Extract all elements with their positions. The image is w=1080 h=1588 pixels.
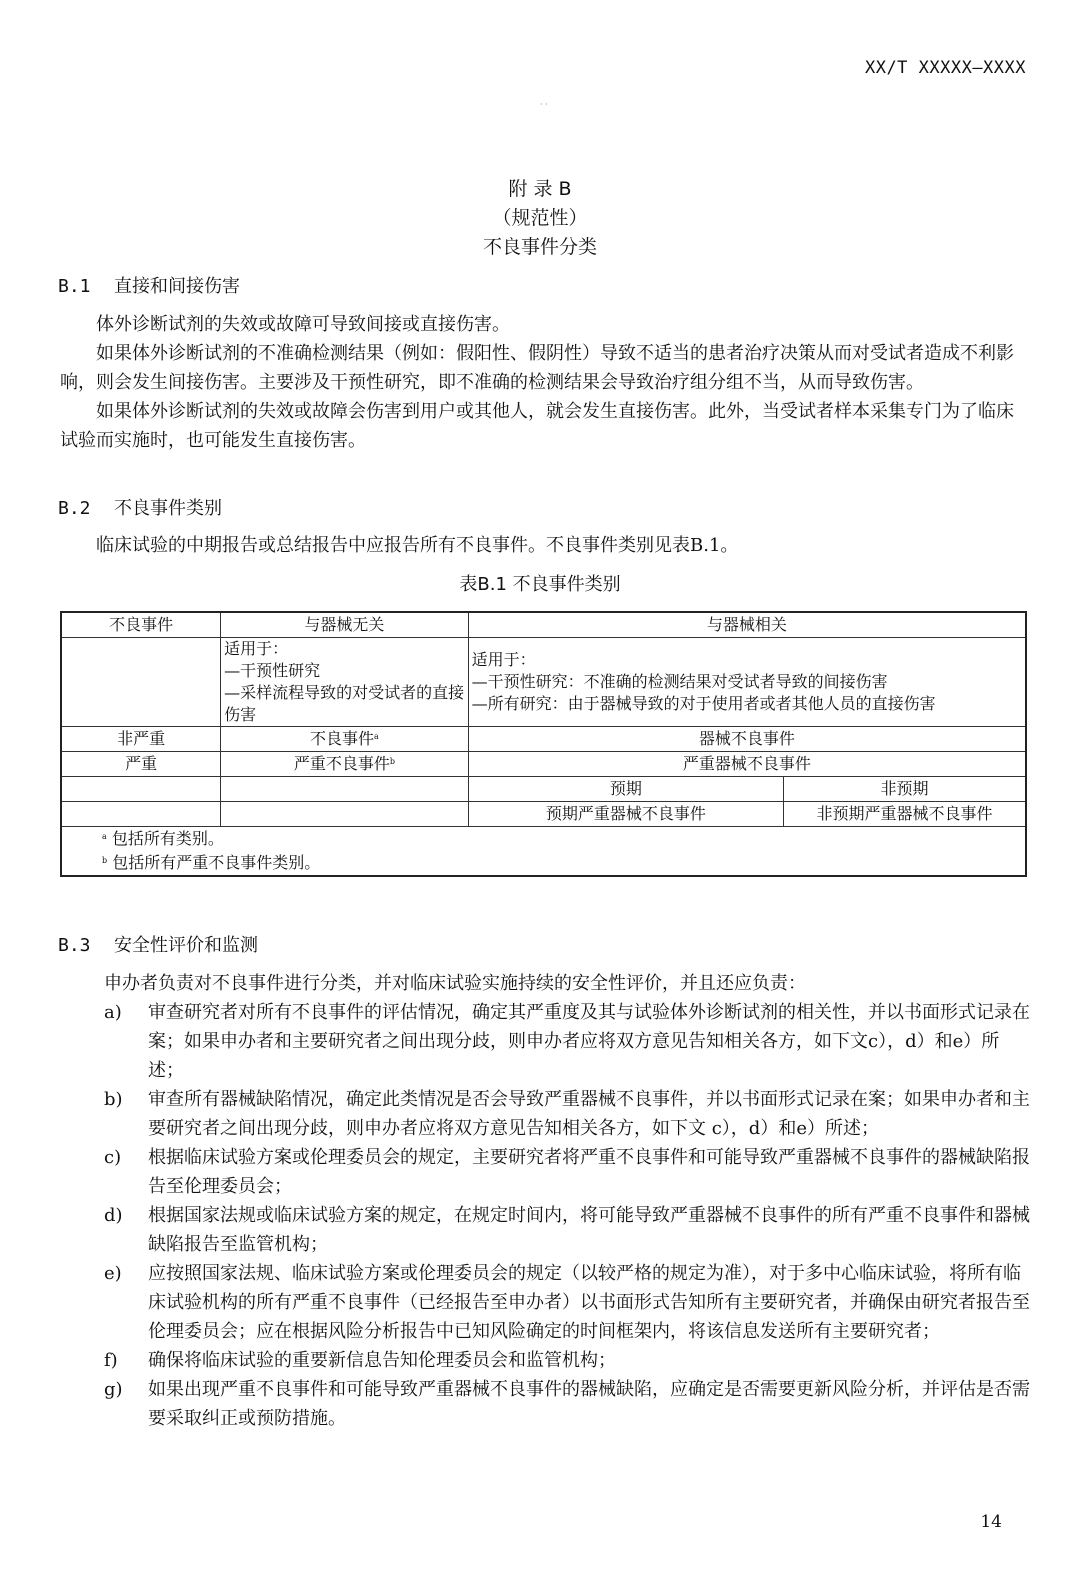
applies-line: —干预性研究：不准确的检测结果对受试者导致的间接伤害 (471, 672, 888, 691)
list-item (104, 1085, 1030, 1143)
empty-cell (221, 777, 469, 802)
empty-cell (221, 802, 469, 827)
table-notes (61, 827, 1026, 877)
footnote-mark: a (374, 732, 379, 741)
header-device-unrelated: 与器械无关 (221, 612, 469, 638)
list-marker: c) (104, 1147, 122, 1168)
list-text: 审查所有器械缺陷情况，确定此类情况是否会导致严重器械不良事件，并以书面形式记录在案；如果申办者和主要研究者之间出现分歧，则申办者应将双方意见告知相关各方，如下文 c），d）和e）所述； (148, 1089, 1030, 1139)
list-text: 应按照国家法规、临床试验方案或伦理委员会的规定（以较严格的规定为准），对于多中心临床试验，将所有临床试验机构的所有严重不良事件（已经报告至申办者）以书面形式告知所有主要研究者，并确保由研究者报告至伦理委员会；应在根据风险分析报告中已知风险确定的时间框架内，将该信息发送所有主要研究者； (148, 1263, 1030, 1342)
section-b2-heading (58, 494, 222, 520)
section-number: B.3 (58, 935, 91, 956)
empty-cell (61, 777, 221, 802)
unexpected-cell: 非预期 (783, 777, 1026, 802)
list-item (104, 1201, 1030, 1259)
note-text: 包括所有类别。 (111, 829, 224, 848)
paragraph: 临床试验的中期报告或总结报告中应报告所有不良事件。不良事件类别见表B.1。 (96, 535, 739, 556)
list-item (104, 1259, 1030, 1346)
paragraph: 如果体外诊断试剂的失效或故障会伤害到用户或其他人，就会发生直接伤害。此外，当受试者样本采集专门为了临床试验而实施时，也可能发生直接伤害。 (60, 401, 1014, 451)
cell-text: 严重不良事件 (293, 754, 390, 773)
header-device-related: 与器械相关 (468, 612, 1026, 638)
applies-line: —干预性研究 (224, 661, 321, 680)
table-row-expectedness (61, 777, 1026, 802)
note-text: 包括所有严重不良事件类别。 (112, 853, 321, 872)
annex-name: 不良事件分类 (482, 236, 597, 258)
section-number: B.2 (58, 498, 91, 519)
list-marker: b) (104, 1089, 123, 1110)
list-text: 根据临床试验方案或伦理委员会的规定，主要研究者将严重不良事件和可能导致严重器械不良事件的器械缺陷报告至伦理委员会； (148, 1147, 1030, 1197)
list-text: 审查研究者对所有不良事件的评估情况，确定其严重度及其与试验体外诊断试剂的相关性，并以书面形式记录在案；如果申办者和主要研究者之间出现分歧，则申办者应将双方意见告知相关各方，如下文c），d）和e）所述； (148, 1002, 1030, 1081)
header-adverse-event: 不良事件 (61, 612, 221, 638)
applies-line: 适用于： (471, 650, 536, 669)
section-b2-body (60, 531, 1028, 560)
footnote-mark: a (102, 832, 107, 841)
list-text: 如果出现严重不良事件和可能导致严重器械不良事件的器械缺陷，应确定是否需要更新风险分析，并评估是否需要采取纠正或预防措施。 (148, 1379, 1030, 1429)
annex-title: 附 录 B (508, 178, 572, 200)
section-b3-list (104, 969, 1030, 1433)
row-label: 严重 (61, 752, 221, 777)
list-item (104, 998, 1030, 1085)
table-row-nonserious (61, 727, 1026, 752)
list-item (104, 1143, 1030, 1201)
section-b1-heading (58, 272, 240, 298)
list-marker: a) (104, 1002, 122, 1023)
serious-related-cell: 严重器械不良事件 (468, 752, 1026, 777)
list-text: 确保将临床试验的重要新信息告知伦理委员会和监管机构； (148, 1350, 616, 1371)
unexpected-serious-device-cell: 非预期严重器械不良事件 (783, 802, 1026, 827)
table-row-serious (61, 752, 1026, 777)
applies-related-cell (468, 638, 1026, 727)
table-notes-row (61, 827, 1026, 877)
section-b1-body (60, 310, 1028, 455)
footnote-mark: b (102, 856, 108, 865)
nonserious-unrelated-cell (221, 727, 469, 752)
section-number: B.1 (58, 276, 91, 297)
table-row-applicability (61, 638, 1026, 727)
annex-nature: （规范性） (492, 207, 588, 229)
list-text: 根据国家法规或临床试验方案的规定，在规定时间内，将可能导致严重器械不良事件的所有严重不良事件和器械缺陷报告至监管机构； (148, 1205, 1030, 1255)
empty-cell (61, 802, 221, 827)
standard-code: XX/T XXXXX—XXXX (864, 58, 1026, 78)
table-note (102, 851, 1022, 875)
applies-unrelated-cell (221, 638, 469, 727)
list-marker: f) (104, 1350, 118, 1371)
applies-line: —采样流程导致的对受试者的直接伤害 (224, 683, 465, 724)
adverse-event-table (60, 611, 1027, 877)
cell-text: 不良事件 (310, 729, 375, 748)
expected-serious-device-cell: 预期严重器械不良事件 (468, 802, 783, 827)
header-dots: · · (540, 100, 548, 109)
list-item (104, 1375, 1030, 1433)
serious-unrelated-cell (221, 752, 469, 777)
expected-cell: 预期 (468, 777, 783, 802)
section-title: 安全性评价和监测 (114, 935, 258, 956)
footnote-mark: b (389, 757, 395, 766)
section-title: 不良事件类别 (114, 498, 222, 519)
section-title: 直接和间接伤害 (114, 276, 240, 297)
table-row-serious-device (61, 802, 1026, 827)
table-header-row (61, 612, 1026, 638)
row-label: 非严重 (61, 727, 221, 752)
paragraph: 如果体外诊断试剂的不准确检测结果（例如：假阳性、假阴性）导致不适当的患者治疗决策从而对受试者造成不利影响，则会发生间接伤害。主要涉及干预性研究，即不准确的检测结果会导致治疗组分组不当，从而导致伤害。 (60, 343, 1014, 393)
list-marker: g) (104, 1379, 123, 1400)
list-item (104, 1346, 1030, 1375)
paragraph: 体外诊断试剂的失效或故障可导致间接或直接伤害。 (96, 314, 510, 335)
empty-cell (61, 638, 221, 727)
page-number: 14 (980, 1512, 1002, 1532)
section-b3-heading (58, 931, 258, 957)
applies-line: 适用于： (224, 639, 289, 658)
list-marker: d) (104, 1205, 123, 1226)
nonserious-related-cell: 器械不良事件 (468, 727, 1026, 752)
table-note (102, 827, 1022, 851)
list-intro: 申办者负责对不良事件进行分类，并对临床试验实施持续的安全性评价，并且还应负责： (104, 973, 806, 994)
list-marker: e) (104, 1263, 122, 1284)
table-caption: 表B.1 不良事件类别 (459, 574, 621, 595)
applies-line: —所有研究：由于器械导致的对于使用者或者其他人员的直接伤害 (471, 694, 936, 713)
